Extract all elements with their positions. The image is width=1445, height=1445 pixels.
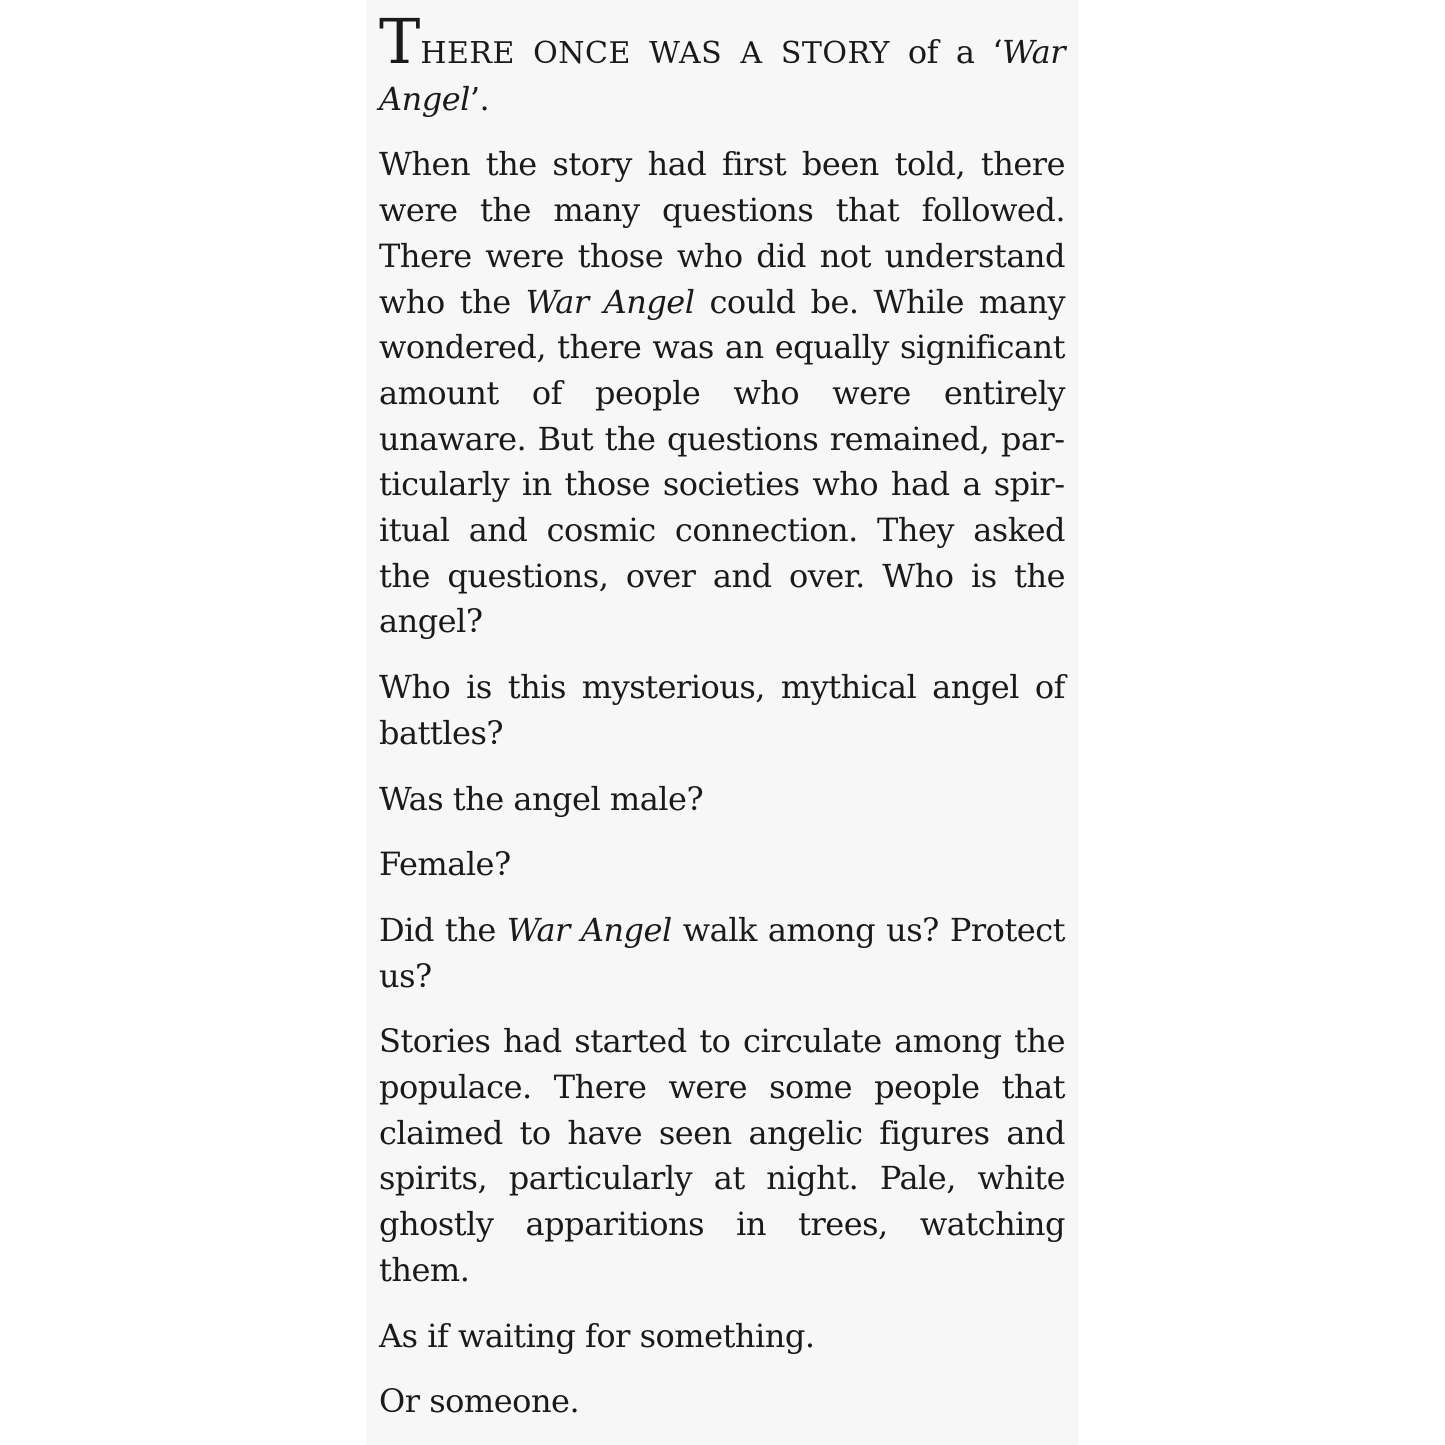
- opening-text: of a ‘: [889, 33, 1003, 71]
- paragraph-5-italic: War Angel: [506, 910, 672, 949]
- paragraph-6: Stories had started to circulate among the populace. There were some people that claimed to have seen angelic figures and spirits, particularly at night. Pale, white ghostly apparitions in trees, watching them.: [379, 1022, 1065, 1289]
- paragraph-5: [379, 908, 1065, 999]
- paragraph-1-part-1: When the story had first been told, there were the many questions that followed. There were those who did not understand who the: [379, 145, 1065, 321]
- paragraph-8: Or someone.: [379, 1382, 580, 1421]
- paragraph-7: As if waiting for something.: [379, 1316, 815, 1355]
- paragraph-4: Female?: [379, 845, 511, 884]
- opening-closing: ’.: [469, 79, 490, 118]
- paragraph-1-italic: War Angel: [525, 282, 695, 321]
- paragraph-3: Was the angel male?: [379, 779, 704, 818]
- book-text: [379, 5, 1066, 1445]
- paragraph-2: Who is this mysterious, mythical angel of battles?: [379, 668, 1065, 752]
- opening-small-caps: HERE ONCE WAS A STORY: [420, 36, 890, 71]
- paragraph-1-part-2: could be. While many wondered, there was an equally significant amount of people who were entirely unaware. But the questions remained, particularly in those societies who had a spiritual and cosmic connection. They asked the questions, over and over. Who is the angel?: [379, 282, 1066, 641]
- paragraph-1: [379, 142, 1065, 645]
- opening-paragraph: [379, 5, 1065, 122]
- opening-italic-title: War Angel: [379, 33, 1065, 118]
- paragraph-5-part-1: Did the: [379, 910, 507, 949]
- paragraph-5-part-2: walk among us? Protect us?: [379, 910, 1066, 995]
- drop-cap: T: [379, 5, 421, 78]
